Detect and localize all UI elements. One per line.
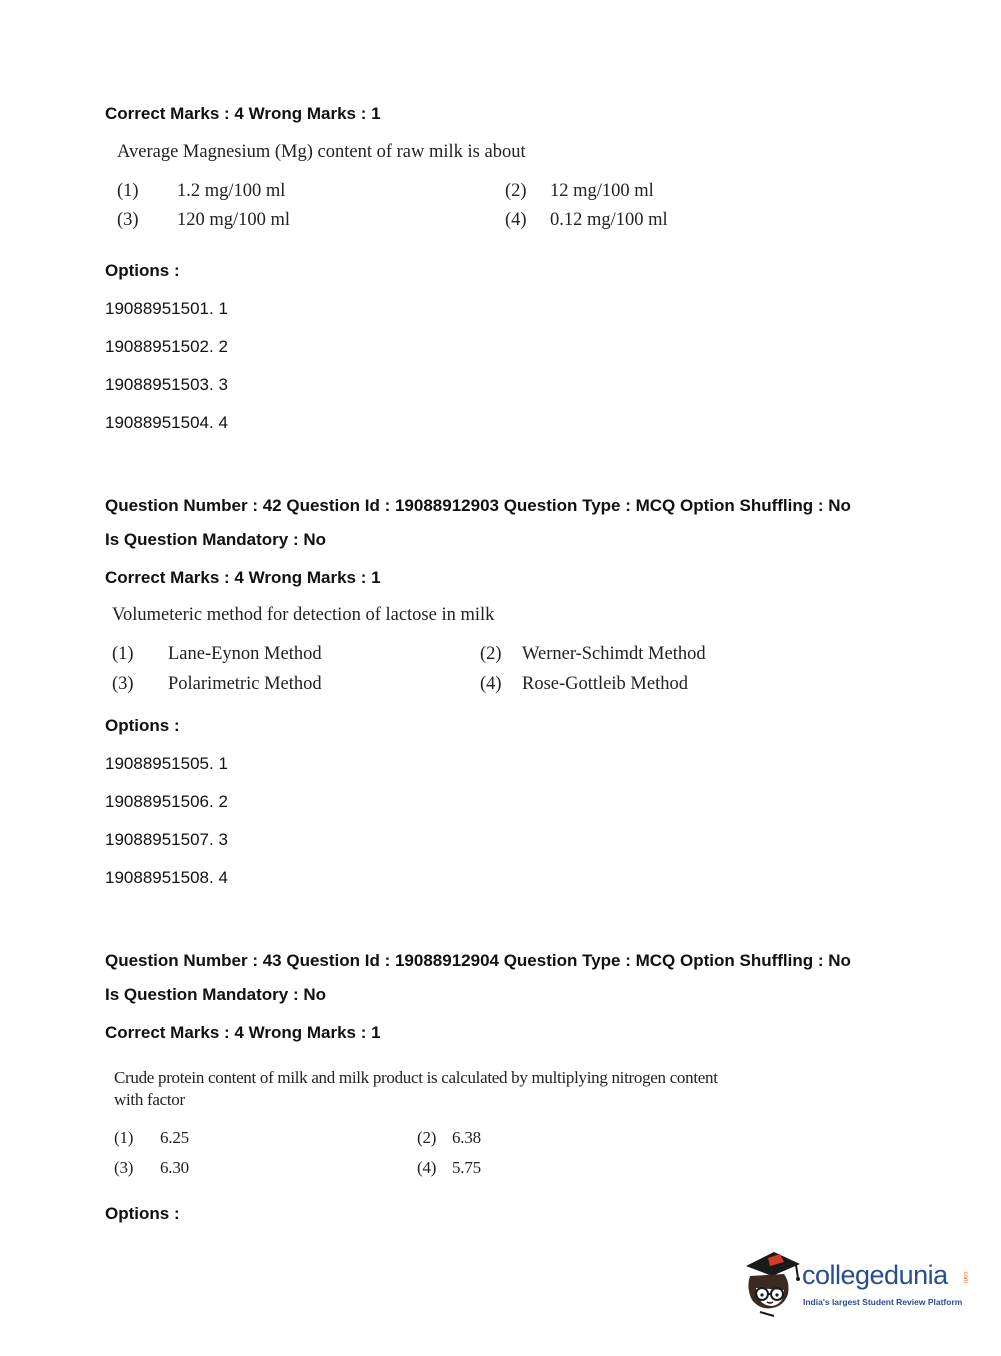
q43-question-line-1: Crude protein content of milk and milk product is calculated by multiplying nitrogen content bbox=[114, 1068, 718, 1087]
q41-choice-4-text: 0.12 mg/100 ml bbox=[550, 210, 668, 230]
q41-option-2: 19088951502. 2 bbox=[105, 337, 228, 356]
q42-options-label: Options : bbox=[105, 716, 180, 735]
q41-option-4: 19088951504. 4 bbox=[105, 413, 228, 432]
q43-choice-4-text: 5.75 bbox=[452, 1158, 481, 1177]
q41-choice-2-num: (2) bbox=[505, 181, 527, 201]
q43-question-line-2: with factor bbox=[114, 1090, 185, 1109]
q43-choice-1-text: 6.25 bbox=[160, 1128, 189, 1147]
q41-options-label: Options : bbox=[105, 261, 180, 280]
logo-wordmark: collegedunia bbox=[802, 1260, 948, 1290]
q43-choice-3-text: 6.30 bbox=[160, 1158, 189, 1177]
q43-choice-2-text: 6.38 bbox=[452, 1128, 481, 1147]
q43-choice-2-num: (2) bbox=[417, 1128, 437, 1147]
q41-marks: Correct Marks : 4 Wrong Marks : 1 bbox=[105, 104, 381, 123]
q41-option-3: 19088951503. 3 bbox=[105, 375, 228, 394]
q41-choice-4-num: (4) bbox=[505, 210, 527, 230]
q41-question-text: Average Magnesium (Mg) content of raw milk is about bbox=[117, 142, 526, 162]
collegedunia-logo bbox=[740, 1248, 980, 1318]
q42-header: Question Number : 42 Question Id : 19088912903 Question Type : MCQ Option Shuffling : No bbox=[105, 496, 851, 515]
q42-mandatory: Is Question Mandatory : No bbox=[105, 530, 327, 549]
q41-choice-1-text: 1.2 mg/100 ml bbox=[177, 181, 286, 201]
q42-choice-2-text: Werner-Schimdt Method bbox=[522, 644, 706, 664]
q42-choice-4-num: (4) bbox=[480, 674, 502, 694]
q42-option-4: 19088951508. 4 bbox=[105, 868, 228, 887]
q41-choice-3-num: (3) bbox=[117, 210, 139, 230]
q42-marks: Correct Marks : 4 Wrong Marks : 1 bbox=[105, 568, 381, 587]
q43-options-label: Options : bbox=[105, 1204, 180, 1223]
q42-choice-3-num: (3) bbox=[112, 674, 134, 694]
q42-choice-4-text: Rose-Gottleib Method bbox=[522, 674, 688, 694]
q43-mandatory: Is Question Mandatory : No bbox=[105, 985, 327, 1004]
q42-choice-1-text: Lane-Eynon Method bbox=[168, 644, 322, 664]
q42-choice-3-text: Polarimetric Method bbox=[168, 674, 322, 694]
q43-choice-3-num: (3) bbox=[114, 1158, 134, 1177]
q42-option-2: 19088951506. 2 bbox=[105, 792, 228, 811]
q43-choice-1-num: (1) bbox=[114, 1128, 134, 1147]
mascot-icon bbox=[740, 1248, 802, 1318]
logo-tagline: India's largest Student Review Platform bbox=[803, 1297, 963, 1307]
q42-choice-2-num: (2) bbox=[480, 644, 502, 664]
q43-marks: Correct Marks : 4 Wrong Marks : 1 bbox=[105, 1023, 381, 1042]
q41-choice-1-num: (1) bbox=[117, 181, 139, 201]
q41-option-1: 19088951501. 1 bbox=[105, 299, 228, 318]
logo-suffix: .com bbox=[962, 1270, 968, 1284]
q43-header: Question Number : 43 Question Id : 19088912904 Question Type : MCQ Option Shuffling : No bbox=[105, 951, 851, 970]
q42-choice-1-num: (1) bbox=[112, 644, 134, 664]
q42-option-3: 19088951507. 3 bbox=[105, 830, 228, 849]
q41-choice-3-text: 120 mg/100 ml bbox=[177, 210, 291, 230]
q42-question-text: Volumeteric method for detection of lactose in milk bbox=[112, 605, 495, 625]
q43-choice-4-num: (4) bbox=[417, 1158, 437, 1177]
q41-choice-2-text: 12 mg/100 ml bbox=[550, 181, 654, 201]
q42-option-1: 19088951505. 1 bbox=[105, 754, 228, 773]
